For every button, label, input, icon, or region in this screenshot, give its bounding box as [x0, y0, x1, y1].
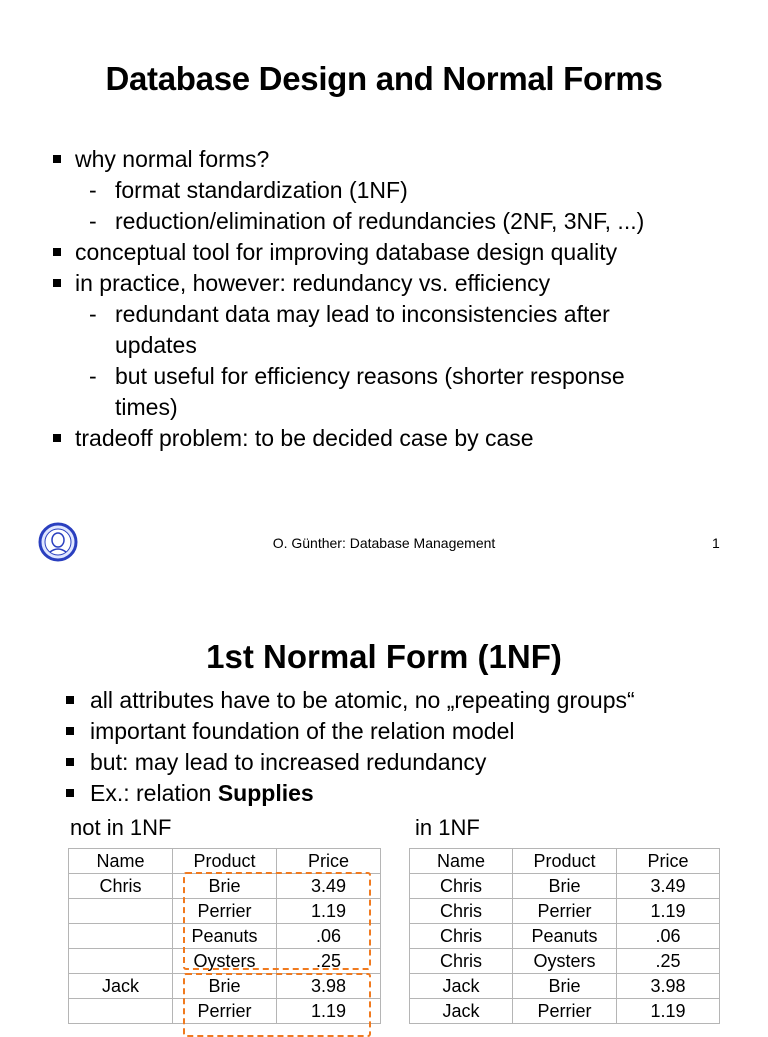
cell-name	[69, 899, 173, 924]
table-header-row	[410, 849, 720, 874]
cell-price: .06	[277, 924, 381, 949]
bullet-item: tradeoff problem: to be decided case by case	[0, 423, 768, 454]
header-cell: Price	[617, 849, 720, 874]
cell-product: Peanuts	[513, 924, 617, 949]
square-bullet-icon	[66, 758, 74, 766]
cell-product: Brie	[513, 974, 617, 999]
cell-product: Brie	[173, 974, 277, 999]
dash-bullet-icon: -	[89, 363, 97, 389]
table-in-1nf	[409, 848, 720, 1024]
bullet-item: Ex.: relation Supplies	[0, 778, 768, 809]
table-row	[410, 974, 720, 999]
bullet-list	[0, 685, 768, 809]
cell-price: 1.19	[617, 899, 720, 924]
square-bullet-icon	[53, 434, 61, 442]
table-header-row	[69, 849, 381, 874]
table-row	[410, 949, 720, 974]
table-row	[410, 999, 720, 1024]
cell-price: 3.49	[277, 874, 381, 899]
cell-name	[69, 924, 173, 949]
cell-product: Brie	[513, 874, 617, 899]
footer-text: O. Günther: Database Management	[272, 535, 496, 551]
relation-name: Supplies	[217, 780, 314, 806]
cell-product: Oysters	[173, 949, 277, 974]
cell-name: Jack	[69, 974, 173, 999]
cell-product: Oysters	[513, 949, 617, 974]
cell-name: Chris	[410, 949, 513, 974]
cell-product: Perrier	[173, 899, 277, 924]
table-row	[410, 874, 720, 899]
sub-bullet-continuation: updates	[115, 332, 197, 358]
cell-name: Chris	[410, 924, 513, 949]
bullet-item: conceptual tool for improving database design quality	[0, 237, 768, 268]
cell-price: 3.49	[617, 874, 720, 899]
cell-product: Perrier	[173, 999, 277, 1024]
cell-name: Jack	[410, 974, 513, 999]
cell-product: Perrier	[513, 999, 617, 1024]
square-bullet-icon	[53, 279, 61, 287]
bullet-list	[0, 144, 768, 454]
bullet-item: why normal forms?	[0, 144, 768, 175]
square-bullet-icon	[66, 789, 74, 797]
square-bullet-icon	[53, 155, 61, 163]
cell-price: .25	[617, 949, 720, 974]
cell-name	[69, 999, 173, 1024]
cell-price: 3.98	[277, 974, 381, 999]
cell-name: Chris	[410, 874, 513, 899]
table-row	[410, 924, 720, 949]
cell-product: Perrier	[513, 899, 617, 924]
square-bullet-icon	[53, 248, 61, 256]
sub-bullet-item: - format standardization (1NF)	[0, 175, 768, 206]
cell-product: Peanuts	[173, 924, 277, 949]
cell-name: Chris	[69, 874, 173, 899]
bullet-item: in practice, however: redundancy vs. efficiency	[0, 268, 768, 299]
cell-name: Chris	[410, 899, 513, 924]
cell-price: 1.19	[617, 999, 720, 1024]
cell-price: 3.98	[617, 974, 720, 999]
cell-name	[69, 949, 173, 974]
label-in-1nf: in 1NF	[415, 815, 480, 840]
page-number: 1	[712, 535, 720, 551]
dash-bullet-icon: -	[89, 208, 97, 234]
bullet-item: all attributes have to be atomic, no „repeating groups“	[0, 685, 768, 716]
header-cell: Product	[173, 849, 277, 874]
cell-price: .06	[617, 924, 720, 949]
bullet-item: important foundation of the relation model	[0, 716, 768, 747]
cell-price: 1.19	[277, 899, 381, 924]
header-cell: Product	[513, 849, 617, 874]
sub-bullet-item: - but useful for efficiency reasons (shorter response	[0, 361, 768, 392]
repeating-group-highlight	[183, 973, 371, 1037]
sub-bullet-item: - redundant data may lead to inconsistencies after	[0, 299, 768, 330]
slide-title: Database Design and Normal Forms	[105, 60, 663, 97]
sub-bullet-continuation: times)	[115, 394, 178, 420]
table-row	[410, 899, 720, 924]
header-cell: Name	[69, 849, 173, 874]
header-cell: Price	[277, 849, 381, 874]
square-bullet-icon	[66, 727, 74, 735]
repeating-group-highlight	[183, 872, 371, 970]
cell-product: Brie	[173, 874, 277, 899]
dash-bullet-icon: -	[89, 177, 97, 203]
slide-title: 1st Normal Form (1NF)	[206, 638, 562, 675]
cell-price: .25	[277, 949, 381, 974]
dash-bullet-icon: -	[89, 301, 97, 327]
cell-price: 1.19	[277, 999, 381, 1024]
label-not-in-1nf: not in 1NF	[70, 815, 172, 840]
sub-bullet-item: - reduction/elimination of redundancies (2NF, 3NF, ...)	[0, 206, 768, 237]
slide-footer	[0, 533, 768, 553]
cell-name: Jack	[410, 999, 513, 1024]
bullet-item: but: may lead to increased redundancy	[0, 747, 768, 778]
square-bullet-icon	[66, 696, 74, 704]
header-cell: Name	[410, 849, 513, 874]
